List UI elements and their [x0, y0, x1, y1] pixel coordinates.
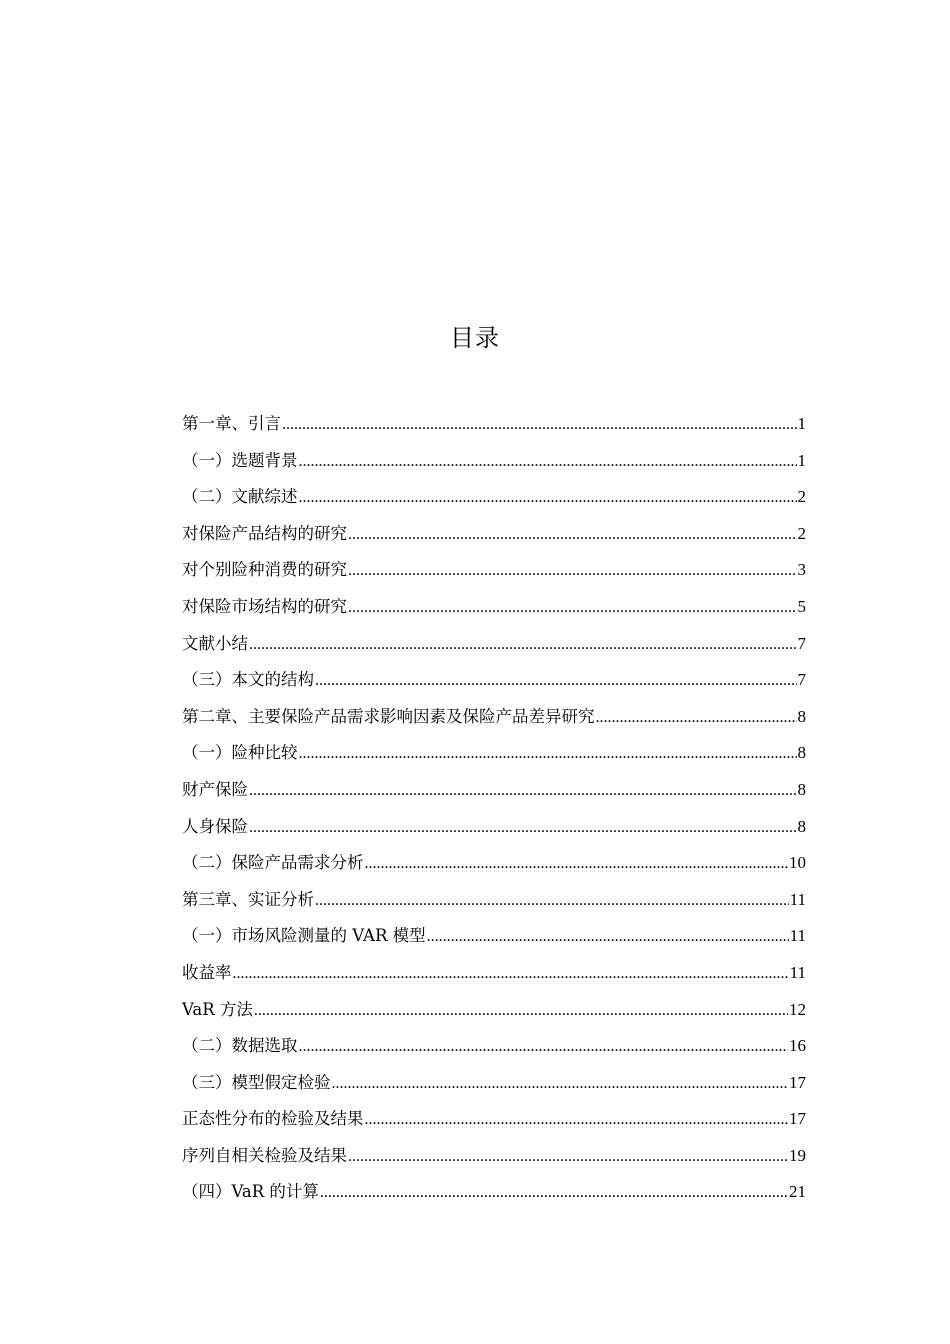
toc-page-number: 1	[797, 450, 806, 470]
toc-page-number: 19	[789, 1145, 806, 1165]
toc-page-number: 17	[789, 1109, 806, 1129]
toc-dot-leader	[299, 736, 797, 773]
toc-entry-text: （一）选题背景	[182, 450, 298, 470]
toc-entry[interactable]	[182, 589, 806, 626]
toc-dot-leader	[233, 956, 789, 993]
toc-page-number: 8	[797, 816, 806, 836]
toc-entry-text: VaR 方法	[182, 999, 253, 1019]
toc-dot-leader	[348, 517, 797, 554]
toc-entry[interactable]	[182, 1138, 806, 1175]
toc-entry-text: 第一章、引言	[182, 414, 281, 433]
toc-dot-leader	[348, 590, 797, 627]
toc-dot-leader	[254, 993, 788, 1030]
toc-page-number: 2	[797, 523, 806, 543]
toc-page-number: 5	[797, 596, 806, 616]
toc-entry-text: 序列自相关检验及结果	[182, 1145, 347, 1165]
toc-entry[interactable]	[182, 992, 806, 1029]
toc-entry-text: （二）文献综述	[182, 487, 298, 507]
toc-entry-text: （一）险种比较	[182, 743, 298, 763]
toc-entry[interactable]	[182, 918, 806, 955]
toc-entry-text: （三）模型假定检验	[182, 1072, 331, 1092]
toc-page-number: 12	[789, 999, 806, 1019]
toc-entry[interactable]	[182, 1174, 806, 1211]
toc-entry[interactable]	[182, 516, 806, 553]
toc-entry-text: 对保险产品结构的研究	[182, 523, 347, 543]
toc-dot-leader	[320, 1175, 788, 1212]
toc-page-number: 8	[797, 743, 806, 763]
toc-dot-leader	[365, 1102, 789, 1139]
toc-entry-text: 对个别险种消费的研究	[182, 560, 347, 580]
toc-page-number: 11	[789, 889, 806, 909]
toc-entry-text: 正态性分布的检验及结果	[182, 1109, 364, 1129]
toc-dot-leader	[348, 553, 797, 590]
toc-entry[interactable]	[182, 882, 806, 919]
toc-page-number: 17	[789, 1072, 806, 1092]
toc-entry-text: （二）数据选取	[182, 1036, 298, 1056]
toc-page-number: 7	[797, 670, 806, 690]
toc-entry-text: （四）VaR 的计算	[182, 1182, 319, 1202]
page-title: 目录	[450, 324, 500, 352]
toc-page-number: 2	[797, 487, 806, 507]
toc-entry-text: 收益率	[182, 962, 232, 982]
toc-entry-text: （二）保险产品需求分析	[182, 853, 364, 873]
toc-entry[interactable]	[182, 443, 806, 480]
toc-entry[interactable]	[182, 479, 806, 516]
toc-entry-text: 对保险市场结构的研究	[182, 596, 347, 616]
toc-page-number: 11	[789, 926, 806, 946]
toc-entry-text: 财产保险	[182, 779, 248, 799]
toc-entry[interactable]	[182, 406, 806, 443]
toc-entry-text: 文献小结	[182, 633, 248, 653]
toc-page-number: 8	[797, 706, 806, 726]
toc-entry-text: 人身保险	[182, 816, 248, 836]
toc-dot-leader	[315, 663, 797, 700]
toc-page-number: 16	[789, 1036, 806, 1056]
toc-dot-leader	[332, 1066, 789, 1103]
toc-page-number: 3	[797, 560, 806, 580]
toc-dot-leader	[365, 846, 789, 883]
toc-entry[interactable]	[182, 735, 806, 772]
toc-dot-leader	[299, 480, 797, 517]
toc-dot-leader	[249, 773, 797, 810]
toc-entry[interactable]	[182, 699, 806, 736]
toc-dot-leader	[427, 919, 789, 956]
toc-entry[interactable]	[182, 626, 806, 663]
toc-page-number: 11	[789, 962, 806, 982]
toc-entry-text: 第二章、主要保险产品需求影响因素及保险产品差异研究	[182, 706, 595, 726]
toc-page-number: 8	[797, 779, 806, 799]
toc-dot-leader	[596, 700, 797, 737]
toc-entry[interactable]	[182, 772, 806, 809]
toc-dot-leader	[299, 1029, 789, 1066]
toc-entry-text: 第三章、实证分析	[182, 889, 314, 909]
toc-page-number: 10	[789, 853, 806, 873]
toc-entry[interactable]	[182, 845, 806, 882]
toc-page-number: 21	[789, 1182, 806, 1202]
toc-entry[interactable]	[182, 955, 806, 992]
toc-dot-leader	[299, 444, 797, 481]
toc-entry[interactable]	[182, 1028, 806, 1065]
toc-entry[interactable]	[182, 1065, 806, 1102]
toc-dot-leader	[249, 627, 797, 664]
toc-page-number: 7	[797, 633, 806, 653]
toc-dot-leader	[282, 407, 797, 444]
toc-entry[interactable]	[182, 552, 806, 589]
toc-entry-text: （一）市场风险测量的 VAR 模型	[182, 926, 426, 946]
toc-entry[interactable]	[182, 809, 806, 846]
toc-entry[interactable]	[182, 1101, 806, 1138]
toc-entry[interactable]	[182, 662, 806, 699]
toc-page-number: 1	[797, 414, 806, 433]
table-of-contents	[182, 406, 806, 1211]
toc-entry-text: （三）本文的结构	[182, 670, 314, 690]
toc-dot-leader	[348, 1139, 788, 1176]
toc-dot-leader	[249, 810, 797, 847]
toc-dot-leader	[315, 883, 789, 920]
